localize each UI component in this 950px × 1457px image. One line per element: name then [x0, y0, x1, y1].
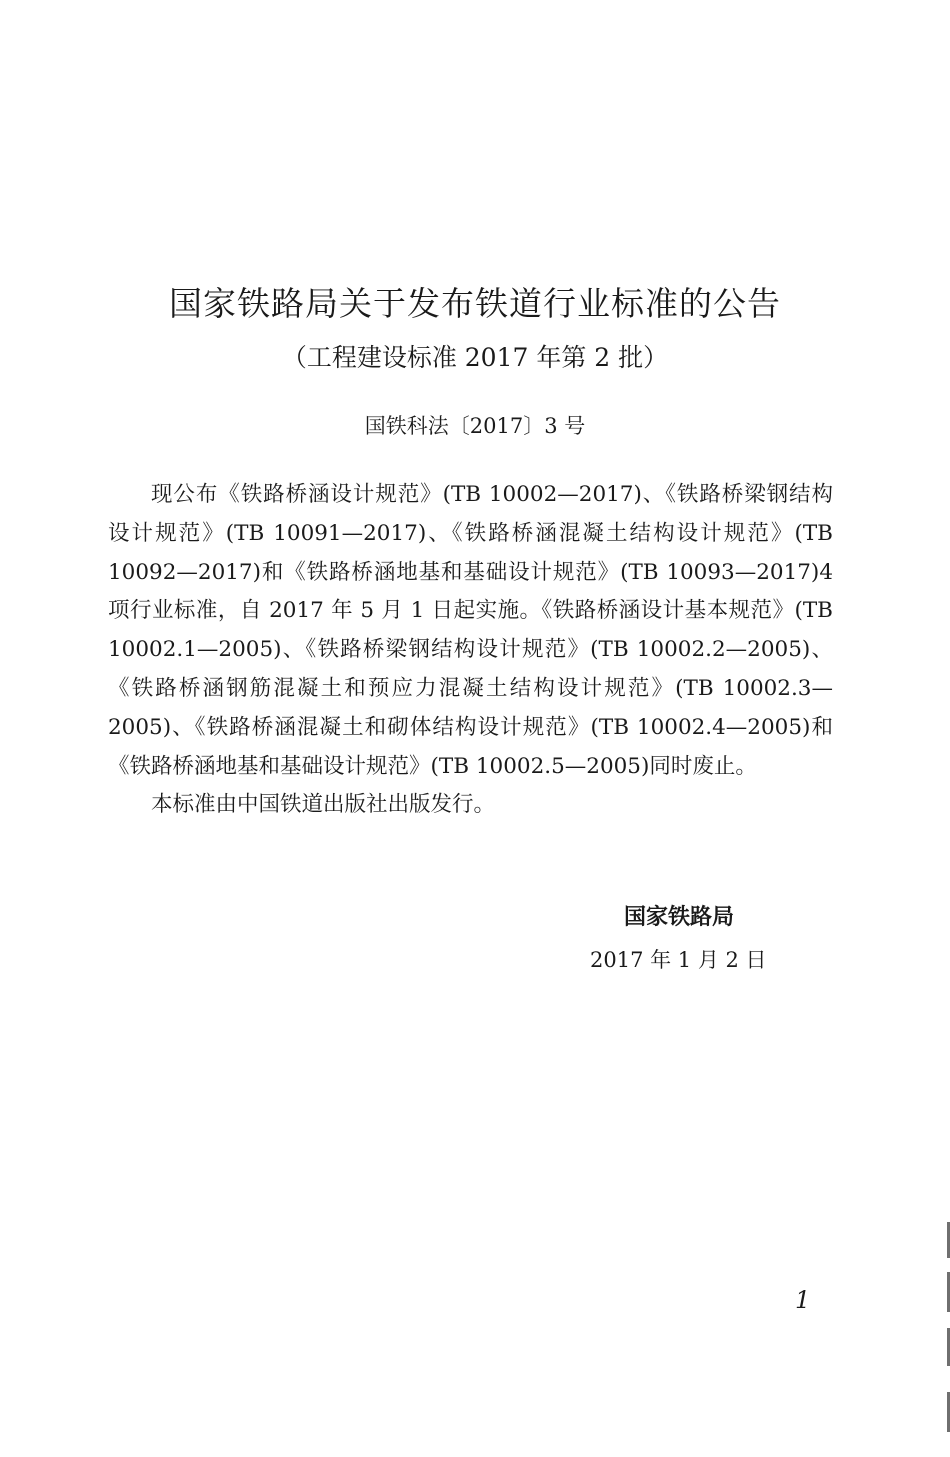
page-number: 1: [795, 1286, 811, 1314]
announcement-subtitle: （工程建设标准 2017 年第 2 批）: [281, 343, 669, 372]
body-paragraph-publisher: 本标准由中国铁道出版社出版发行。: [151, 792, 496, 818]
document-number: 国铁科法〔2017〕3 号: [364, 414, 586, 438]
announcement-body: [108, 476, 833, 825]
signature-date: 2017 年 1 月 2 日: [590, 948, 767, 972]
body-paragraph-standards: 现公布《铁路桥涵设计规范》(TB 10002—2017)、《铁路桥梁钢结构设计规范》(TB 10091—2017)、《铁路桥涵混凝土结构设计规范》(TB 10092—2017)和《铁路桥涵地基和基础设计规范》(TB 10093—2017)4 项行业标准，自 2017 年 5 月 1 日起实施。《铁路桥涵设计基本规范》(TB 10002.1—2005)、《铁路桥梁钢结构设计规范》(TB 10002.2—2005)、《铁路桥涵钢筋混凝土和预应力混凝土结构设计规范》(TB 10002.3—2005)、《铁路桥涵混凝土和砌体结构设计规范》(TB 10002.4—2005)和《铁路桥涵地基和基础设计规范》(TB 10002.5—2005)同时废止。: [108, 482, 833, 779]
signatory-organization: 国家铁路局: [624, 905, 735, 930]
announcement-title: 国家铁路局关于发布铁道行业标准的公告: [169, 284, 781, 323]
